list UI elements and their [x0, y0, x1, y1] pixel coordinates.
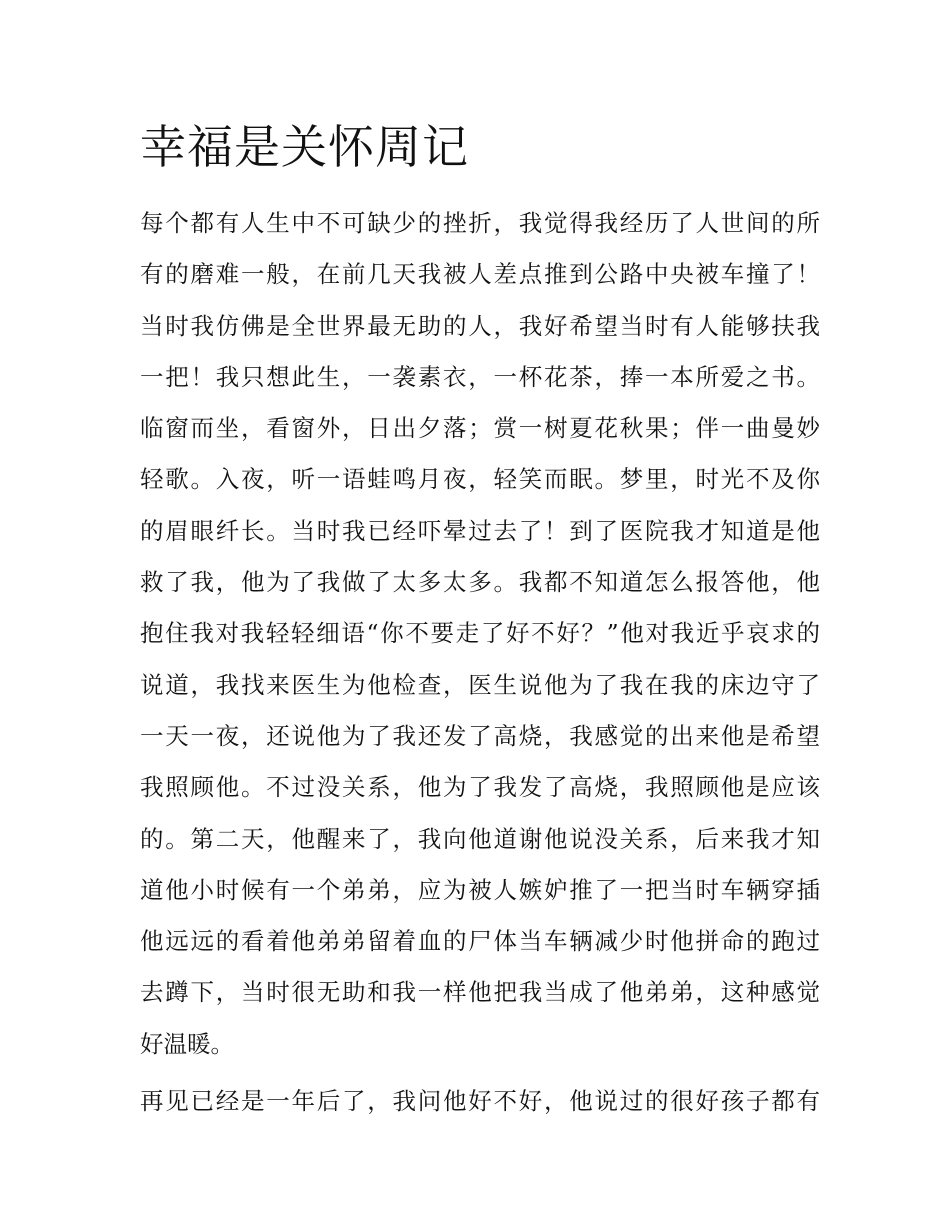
text-line: 临窗而坐，看窗外，日出夕落；赏一树夏花秋果；伴一曲曼妙	[140, 414, 820, 443]
text-line: 抱住我对我轻轻细语“你不要走了好不好？”他对我近乎哀求的	[140, 619, 820, 648]
text-line: 一把！我只想此生，一袭素衣，一杯花茶，捧一本所爱之书。	[140, 362, 820, 391]
text-line: 再见已经是一年后了，我问他好不好，他说过的很好孩子都有	[140, 1087, 820, 1116]
text-line: 我照顾他。不过没关系，他为了我发了高烧，我照顾他是应该	[140, 773, 820, 802]
text-line: 他远远的看着他弟弟留着血的尸体当车辆减少时他拼命的跑过	[140, 927, 820, 956]
text-line: 当时我仿佛是全世界最无助的人，我好希望当时有人能够扶我	[140, 311, 820, 340]
document-body	[140, 198, 820, 1127]
page-title: 幸福是关怀周记	[140, 120, 469, 174]
text-line: 的。第二天，他醒来了，我向他道谢他说没关系，后来我才知	[140, 824, 820, 853]
text-line: 一天一夜，还说他为了我还发了高烧，我感觉的出来他是希望	[140, 721, 820, 750]
text-line: 有的磨难一般，在前几天我被人差点推到公路中央被车撞了！	[140, 260, 820, 289]
text-line: 的眉眼纤长。当时我已经吓晕过去了！到了医院我才知道是他	[140, 516, 820, 545]
text-line: 轻歌。入夜，听一语蛙鸣月夜，轻笑而眠。梦里，时光不及你	[140, 465, 820, 494]
paragraph-2	[140, 1076, 820, 1127]
text-line: 救了我，他为了我做了太多太多。我都不知道怎么报答他，他	[140, 568, 820, 597]
text-line: 道他小时候有一个弟弟，应为被人嫉妒推了一把当时车辆穿插	[140, 875, 820, 904]
text-line: 去蹲下，当时很无助和我一样他把我当成了他弟弟，这种感觉	[140, 978, 820, 1007]
paragraph-1	[140, 198, 820, 1070]
text-line: 好温暖。	[140, 1029, 234, 1058]
text-line: 每个都有人生中不可缺少的挫折，我觉得我经历了人世间的所	[140, 209, 820, 237]
text-line: 说道，我找来医生为他检查，医生说他为了我在我的床边守了	[140, 670, 820, 699]
